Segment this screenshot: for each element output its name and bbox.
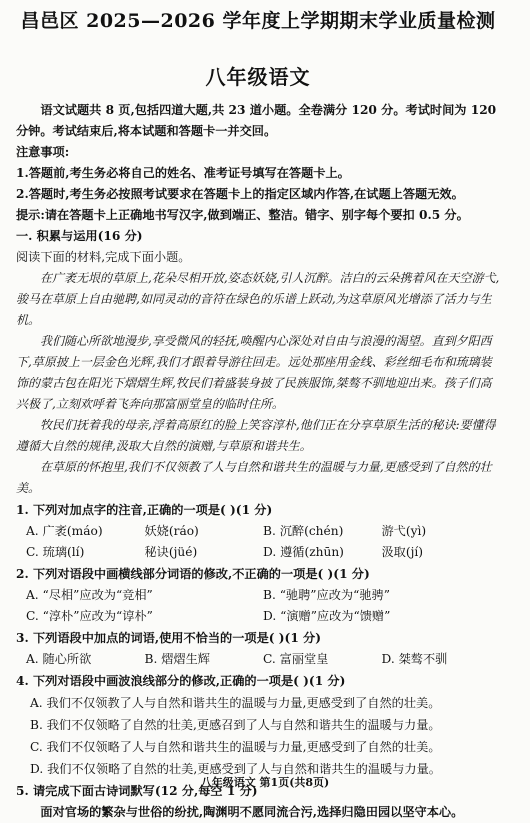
option: D. “演赠”应改为“馈赠”: [263, 609, 391, 623]
option: C. 琉璃(lí): [26, 545, 85, 559]
passage-paragraph: 在草原的怀抱里,我们不仅领教了人与自然和谐共生的温暖与力量,更感受到了自然的壮美。: [16, 460, 492, 495]
reading-intro: 阅读下面的材料,完成下面小题。: [16, 250, 191, 264]
passage-paragraph: 牧民们抚着我的母亲,浮着高原红的脸上笑容淳朴,他们正在分享草原生活的秘诀:要懂得遵循大自然的规律,汲取大自然的演赠,与草原和谐共生。: [16, 418, 496, 453]
notice-item: 1.答题前,考生务必将自己的姓名、准考证号填写在答题卡上。: [16, 166, 350, 180]
option: 汲取(jí): [381, 545, 424, 559]
option: A. 随心所欲: [26, 652, 92, 666]
notice-heading: 注意事项:: [16, 145, 70, 159]
question-stem: 1. 下列对加点字的注音,正确的一项是( )(1 分): [16, 503, 273, 517]
option: 秘诀(jüé): [144, 545, 198, 559]
option: D. 遵循(zhūn): [263, 545, 344, 559]
option-row: [16, 649, 500, 670]
option: C. 我们不仅领略了人与自然和谐共生的温暖与力量,更感受到了自然的壮美。: [30, 740, 441, 754]
option: A. 我们不仅领教了人与自然和谐共生的温暖与力量,更感受到了自然的壮美。: [30, 696, 441, 710]
option: A. 广袤(máo): [26, 524, 103, 538]
option: 游弋(yì): [381, 524, 427, 538]
exam-subtitle: 八年级语文: [205, 65, 311, 89]
option: C. 富丽堂皇: [263, 652, 329, 666]
option-row: [16, 606, 500, 627]
question-stem: 5. 请完成下面古诗词默写(12 分,每空 1 分): [16, 784, 258, 798]
question-stem: 2. 下列对语段中画横线部分词语的修改,不正确的一项是( )(1 分): [16, 567, 370, 581]
option: B. 我们不仅领略了自然的壮美,更感召到了人与自然和谐共生的温暖与力量。: [30, 718, 441, 732]
option: B. 熠熠生辉: [144, 652, 210, 666]
question-text: 面对官场的繁杂与世俗的纷扰,陶渊明不愿同流合污,选择归隐田园以坚守本心。: [40, 805, 464, 819]
question-stem: 3. 下列语段中加点的词语,使用不恰当的一项是( )(1 分): [16, 631, 321, 645]
option: B. 沉醉(chén): [263, 524, 344, 538]
option: A. “尽相”应改为“竞相”: [26, 588, 153, 602]
option: 妖娆(ráo): [144, 524, 199, 538]
section-heading: 一. 积累与运用(16 分): [16, 229, 143, 243]
option-row: [16, 521, 500, 542]
option-row: [16, 585, 500, 606]
notice-item: 2.答题时,考生务必按照考试要求在答题卡上的指定区域内作答,在试题上答题无效。: [16, 187, 464, 201]
option: D. 桀骜不驯: [381, 652, 448, 666]
passage-paragraph: 我们随心所欲地漫步,享受微风的轻抚,唤醒内心深处对自由与浪漫的渴望。直到夕阳西下,草原披上一层金色光辉,我们才跟着导游往回走。远处那座用金线、彩丝细毛布和琉璃装饰的蒙古包在阳光下熠熠生辉,牧民们着盛装身披了民族服饰,桀骜不驯地迎出来。孩子们高兴极了,立刻欢呼着飞奔向那富丽堂皇的临时住所。: [16, 334, 492, 411]
option: D. 我们不仅领略了自然的壮美,更感受到了人与自然和谐共生的温暖与力量。: [30, 762, 441, 776]
exam-intro: 语文试题共 8 页,包括四道大题,共 23 道小题。全卷满分 120 分。考试时间为 120 分钟。考试结束后,将本试题和答题卡一并交回。: [16, 103, 497, 138]
tip-text: 提示:请在答题卡上正确地书写汉字,做到端正、整洁。错字、别字每个要扣 0.5 分。: [16, 208, 469, 222]
question-stem: 4. 下列对语段中画波浪线部分的修改,正确的一项是( )(1 分): [16, 674, 346, 688]
page-footer: 八年级语文 第1页(共8页): [200, 776, 330, 789]
passage-paragraph: 在广袤无垠的草原上,花朵尽相开放,姿态妖娆,引人沉醉。洁白的云朵携着风在天空游弋,骏马在草原上自由驰聘,如同灵动的音符在绿色的乐谱上跃动,为这草原风光增添了活力与生机。: [16, 271, 500, 327]
option: B. “驰聘”应改为“驰骋”: [263, 588, 390, 602]
option-row: [16, 542, 500, 563]
exam-title: 昌邑区 2025—2026 学年度上学期期末学业质量检测: [20, 10, 496, 32]
option: C. “淳朴”应改为“谆朴”: [26, 609, 153, 623]
